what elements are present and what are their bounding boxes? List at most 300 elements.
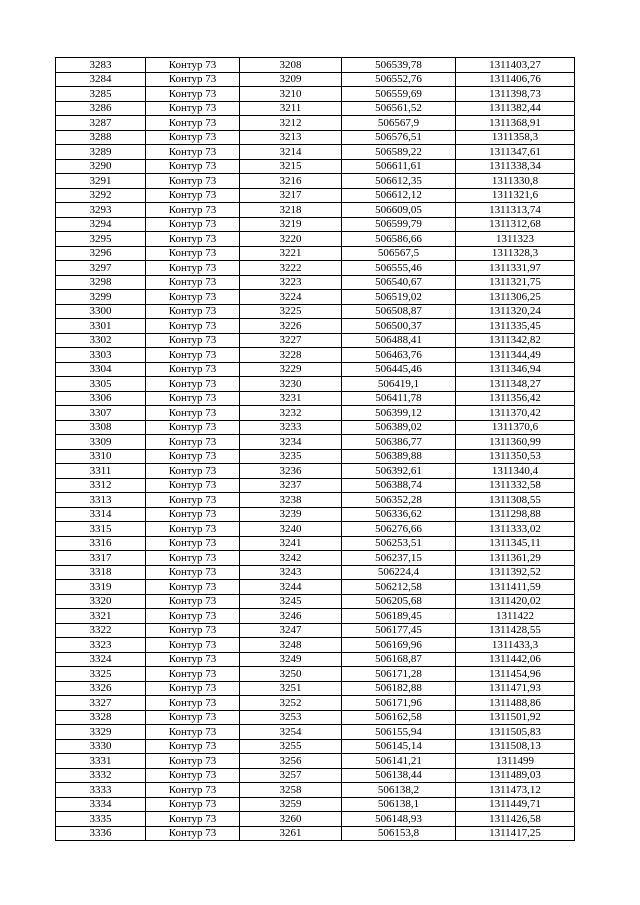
x-coordinate-cell: 506138,2 <box>342 783 456 798</box>
y-coordinate-cell: 1311328,3 <box>456 246 575 261</box>
point-number-cell: 3216 <box>240 174 342 189</box>
x-coordinate-cell: 506138,44 <box>342 768 456 783</box>
row-number-cell: 3330 <box>56 739 146 754</box>
row-number-cell: 3326 <box>56 681 146 696</box>
x-coordinate-cell: 506609,05 <box>342 203 456 218</box>
y-coordinate-cell: 1311331,97 <box>456 261 575 276</box>
table-row <box>56 232 575 247</box>
table-row <box>56 609 575 624</box>
x-coordinate-cell: 506419,1 <box>342 377 456 392</box>
row-number-cell: 3288 <box>56 130 146 145</box>
point-number-cell: 3243 <box>240 565 342 580</box>
contour-name-cell: Контур 73 <box>146 768 240 783</box>
contour-name-cell: Контур 73 <box>146 377 240 392</box>
contour-name-cell: Контур 73 <box>146 826 240 841</box>
table-row <box>56 696 575 711</box>
y-coordinate-cell: 1311342,82 <box>456 333 575 348</box>
table-row <box>56 406 575 421</box>
point-number-cell: 3231 <box>240 391 342 406</box>
contour-name-cell: Контур 73 <box>146 638 240 653</box>
point-number-cell: 3254 <box>240 725 342 740</box>
row-number-cell: 3289 <box>56 145 146 160</box>
row-number-cell: 3294 <box>56 217 146 232</box>
contour-name-cell: Контур 73 <box>146 246 240 261</box>
y-coordinate-cell: 1311422 <box>456 609 575 624</box>
x-coordinate-cell: 506552,76 <box>342 72 456 87</box>
point-number-cell: 3261 <box>240 826 342 841</box>
contour-name-cell: Контур 73 <box>146 333 240 348</box>
x-coordinate-cell: 506205,68 <box>342 594 456 609</box>
y-coordinate-cell: 1311442,06 <box>456 652 575 667</box>
point-number-cell: 3224 <box>240 290 342 305</box>
contour-name-cell: Контур 73 <box>146 87 240 102</box>
x-coordinate-cell: 506519,02 <box>342 290 456 305</box>
contour-name-cell: Контур 73 <box>146 609 240 624</box>
table-row <box>56 377 575 392</box>
point-number-cell: 3246 <box>240 609 342 624</box>
x-coordinate-cell: 506445,46 <box>342 362 456 377</box>
y-coordinate-cell: 1311344,49 <box>456 348 575 363</box>
contour-name-cell: Контур 73 <box>146 435 240 450</box>
table-row <box>56 391 575 406</box>
table-row <box>56 551 575 566</box>
x-coordinate-cell: 506599,79 <box>342 217 456 232</box>
y-coordinate-cell: 1311321,75 <box>456 275 575 290</box>
x-coordinate-cell: 506612,12 <box>342 188 456 203</box>
table-row <box>56 72 575 87</box>
x-coordinate-cell: 506138,1 <box>342 797 456 812</box>
table-row <box>56 362 575 377</box>
row-number-cell: 3300 <box>56 304 146 319</box>
row-number-cell: 3314 <box>56 507 146 522</box>
x-coordinate-cell: 506169,96 <box>342 638 456 653</box>
x-coordinate-cell: 506539,78 <box>342 58 456 73</box>
table-row <box>56 797 575 812</box>
x-coordinate-cell: 506148,93 <box>342 812 456 827</box>
row-number-cell: 3329 <box>56 725 146 740</box>
y-coordinate-cell: 1311361,29 <box>456 551 575 566</box>
table-row <box>56 217 575 232</box>
table-row <box>56 174 575 189</box>
row-number-cell: 3316 <box>56 536 146 551</box>
contour-name-cell: Контур 73 <box>146 710 240 725</box>
y-coordinate-cell: 1311499 <box>456 754 575 769</box>
contour-name-cell: Контур 73 <box>146 754 240 769</box>
contour-name-cell: Контур 73 <box>146 275 240 290</box>
x-coordinate-cell: 506276,66 <box>342 522 456 537</box>
table-row <box>56 333 575 348</box>
row-number-cell: 3332 <box>56 768 146 783</box>
y-coordinate-cell: 1311360,99 <box>456 435 575 450</box>
y-coordinate-cell: 1311346,94 <box>456 362 575 377</box>
x-coordinate-cell: 506500,37 <box>342 319 456 334</box>
table-row <box>56 725 575 740</box>
table-row <box>56 464 575 479</box>
x-coordinate-cell: 506352,28 <box>342 493 456 508</box>
y-coordinate-cell: 1311330,8 <box>456 174 575 189</box>
y-coordinate-cell: 1311417,25 <box>456 826 575 841</box>
x-coordinate-cell: 506555,46 <box>342 261 456 276</box>
y-coordinate-cell: 1311320,24 <box>456 304 575 319</box>
contour-name-cell: Контур 73 <box>146 159 240 174</box>
row-number-cell: 3304 <box>56 362 146 377</box>
point-number-cell: 3252 <box>240 696 342 711</box>
point-number-cell: 3225 <box>240 304 342 319</box>
table-row <box>56 493 575 508</box>
contour-name-cell: Контур 73 <box>146 319 240 334</box>
y-coordinate-cell: 1311454,96 <box>456 667 575 682</box>
row-number-cell: 3319 <box>56 580 146 595</box>
row-number-cell: 3308 <box>56 420 146 435</box>
contour-name-cell: Контур 73 <box>146 725 240 740</box>
point-number-cell: 3212 <box>240 116 342 131</box>
contour-name-cell: Контур 73 <box>146 58 240 73</box>
x-coordinate-cell: 506463,76 <box>342 348 456 363</box>
y-coordinate-cell: 1311370,42 <box>456 406 575 421</box>
contour-name-cell: Контур 73 <box>146 464 240 479</box>
contour-name-cell: Контур 73 <box>146 536 240 551</box>
row-number-cell: 3303 <box>56 348 146 363</box>
contour-name-cell: Контур 73 <box>146 348 240 363</box>
x-coordinate-cell: 506389,02 <box>342 420 456 435</box>
table-row <box>56 348 575 363</box>
y-coordinate-cell: 1311347,61 <box>456 145 575 160</box>
table-row <box>56 652 575 667</box>
x-coordinate-cell: 506168,87 <box>342 652 456 667</box>
point-number-cell: 3236 <box>240 464 342 479</box>
row-number-cell: 3299 <box>56 290 146 305</box>
y-coordinate-cell: 1311508,13 <box>456 739 575 754</box>
x-coordinate-cell: 506212,58 <box>342 580 456 595</box>
contour-name-cell: Контур 73 <box>146 174 240 189</box>
y-coordinate-cell: 1311370,6 <box>456 420 575 435</box>
contour-name-cell: Контур 73 <box>146 304 240 319</box>
table-row <box>56 203 575 218</box>
row-number-cell: 3320 <box>56 594 146 609</box>
y-coordinate-cell: 1311321,6 <box>456 188 575 203</box>
table-row <box>56 536 575 551</box>
row-number-cell: 3312 <box>56 478 146 493</box>
table-row <box>56 522 575 537</box>
table-row <box>56 435 575 450</box>
y-coordinate-cell: 1311505,83 <box>456 725 575 740</box>
y-coordinate-cell: 1311403,27 <box>456 58 575 73</box>
contour-name-cell: Контур 73 <box>146 72 240 87</box>
point-number-cell: 3208 <box>240 58 342 73</box>
row-number-cell: 3325 <box>56 667 146 682</box>
table-row <box>56 449 575 464</box>
row-number-cell: 3307 <box>56 406 146 421</box>
contour-name-cell: Контур 73 <box>146 145 240 160</box>
point-number-cell: 3232 <box>240 406 342 421</box>
table-row <box>56 783 575 798</box>
y-coordinate-cell: 1311473,12 <box>456 783 575 798</box>
row-number-cell: 3291 <box>56 174 146 189</box>
x-coordinate-cell: 506155,94 <box>342 725 456 740</box>
point-number-cell: 3244 <box>240 580 342 595</box>
table-row <box>56 159 575 174</box>
point-number-cell: 3230 <box>240 377 342 392</box>
x-coordinate-cell: 506253,51 <box>342 536 456 551</box>
row-number-cell: 3292 <box>56 188 146 203</box>
y-coordinate-cell: 1311420,02 <box>456 594 575 609</box>
row-number-cell: 3286 <box>56 101 146 116</box>
contour-name-cell: Контур 73 <box>146 783 240 798</box>
point-number-cell: 3248 <box>240 638 342 653</box>
point-number-cell: 3214 <box>240 145 342 160</box>
point-number-cell: 3241 <box>240 536 342 551</box>
row-number-cell: 3327 <box>56 696 146 711</box>
table-row <box>56 812 575 827</box>
y-coordinate-cell: 1311449,71 <box>456 797 575 812</box>
row-number-cell: 3305 <box>56 377 146 392</box>
contour-name-cell: Контур 73 <box>146 391 240 406</box>
y-coordinate-cell: 1311398,73 <box>456 87 575 102</box>
row-number-cell: 3331 <box>56 754 146 769</box>
x-coordinate-cell: 506336,62 <box>342 507 456 522</box>
row-number-cell: 3321 <box>56 609 146 624</box>
contour-name-cell: Контур 73 <box>146 478 240 493</box>
y-coordinate-cell: 1311323 <box>456 232 575 247</box>
row-number-cell: 3318 <box>56 565 146 580</box>
contour-name-cell: Контур 73 <box>146 130 240 145</box>
table-row <box>56 667 575 682</box>
x-coordinate-cell: 506576,51 <box>342 130 456 145</box>
point-number-cell: 3220 <box>240 232 342 247</box>
contour-name-cell: Контур 73 <box>146 232 240 247</box>
point-number-cell: 3256 <box>240 754 342 769</box>
y-coordinate-cell: 1311358,3 <box>456 130 575 145</box>
point-number-cell: 3210 <box>240 87 342 102</box>
point-number-cell: 3222 <box>240 261 342 276</box>
contour-name-cell: Контур 73 <box>146 406 240 421</box>
table-row <box>56 261 575 276</box>
row-number-cell: 3336 <box>56 826 146 841</box>
point-number-cell: 3245 <box>240 594 342 609</box>
table-row <box>56 145 575 160</box>
x-coordinate-cell: 506153,8 <box>342 826 456 841</box>
contour-name-cell: Контур 73 <box>146 696 240 711</box>
row-number-cell: 3322 <box>56 623 146 638</box>
x-coordinate-cell: 506145,14 <box>342 739 456 754</box>
contour-name-cell: Контур 73 <box>146 580 240 595</box>
x-coordinate-cell: 506411,78 <box>342 391 456 406</box>
table-row <box>56 58 575 73</box>
x-coordinate-cell: 506488,41 <box>342 333 456 348</box>
x-coordinate-cell: 506141,21 <box>342 754 456 769</box>
y-coordinate-cell: 1311411,59 <box>456 580 575 595</box>
contour-name-cell: Контур 73 <box>146 522 240 537</box>
row-number-cell: 3313 <box>56 493 146 508</box>
point-number-cell: 3235 <box>240 449 342 464</box>
point-number-cell: 3239 <box>240 507 342 522</box>
point-number-cell: 3221 <box>240 246 342 261</box>
point-number-cell: 3213 <box>240 130 342 145</box>
row-number-cell: 3285 <box>56 87 146 102</box>
y-coordinate-cell: 1311382,44 <box>456 101 575 116</box>
row-number-cell: 3297 <box>56 261 146 276</box>
row-number-cell: 3295 <box>56 232 146 247</box>
point-number-cell: 3260 <box>240 812 342 827</box>
row-number-cell: 3298 <box>56 275 146 290</box>
point-number-cell: 3233 <box>240 420 342 435</box>
contour-name-cell: Контур 73 <box>146 551 240 566</box>
x-coordinate-cell: 506392,61 <box>342 464 456 479</box>
point-number-cell: 3215 <box>240 159 342 174</box>
point-number-cell: 3240 <box>240 522 342 537</box>
point-number-cell: 3255 <box>240 739 342 754</box>
y-coordinate-cell: 1311333,02 <box>456 522 575 537</box>
x-coordinate-cell: 506162,58 <box>342 710 456 725</box>
contour-name-cell: Контур 73 <box>146 217 240 232</box>
point-number-cell: 3258 <box>240 783 342 798</box>
y-coordinate-cell: 1311338,34 <box>456 159 575 174</box>
x-coordinate-cell: 506508,87 <box>342 304 456 319</box>
x-coordinate-cell: 506612,35 <box>342 174 456 189</box>
point-number-cell: 3211 <box>240 101 342 116</box>
table-row <box>56 638 575 653</box>
x-coordinate-cell: 506189,45 <box>342 609 456 624</box>
y-coordinate-cell: 1311488,86 <box>456 696 575 711</box>
x-coordinate-cell: 506567,9 <box>342 116 456 131</box>
table-row <box>56 565 575 580</box>
contour-name-cell: Контур 73 <box>146 681 240 696</box>
row-number-cell: 3302 <box>56 333 146 348</box>
point-number-cell: 3226 <box>240 319 342 334</box>
contour-name-cell: Контур 73 <box>146 623 240 638</box>
coordinates-table <box>55 57 575 841</box>
row-number-cell: 3296 <box>56 246 146 261</box>
x-coordinate-cell: 506399,12 <box>342 406 456 421</box>
x-coordinate-cell: 506388,74 <box>342 478 456 493</box>
y-coordinate-cell: 1311406,76 <box>456 72 575 87</box>
table-row <box>56 246 575 261</box>
row-number-cell: 3309 <box>56 435 146 450</box>
table-row <box>56 681 575 696</box>
coordinates-table-body <box>56 58 575 841</box>
y-coordinate-cell: 1311350,53 <box>456 449 575 464</box>
point-number-cell: 3217 <box>240 188 342 203</box>
table-row <box>56 826 575 841</box>
x-coordinate-cell: 506567,5 <box>342 246 456 261</box>
contour-name-cell: Контур 73 <box>146 594 240 609</box>
point-number-cell: 3251 <box>240 681 342 696</box>
contour-name-cell: Контур 73 <box>146 188 240 203</box>
y-coordinate-cell: 1311392,52 <box>456 565 575 580</box>
table-row <box>56 594 575 609</box>
x-coordinate-cell: 506171,28 <box>342 667 456 682</box>
contour-name-cell: Контур 73 <box>146 449 240 464</box>
y-coordinate-cell: 1311306,25 <box>456 290 575 305</box>
y-coordinate-cell: 1311471,93 <box>456 681 575 696</box>
table-row <box>56 768 575 783</box>
contour-name-cell: Контур 73 <box>146 507 240 522</box>
x-coordinate-cell: 506171,96 <box>342 696 456 711</box>
contour-name-cell: Контур 73 <box>146 420 240 435</box>
x-coordinate-cell: 506182,88 <box>342 681 456 696</box>
table-row <box>56 101 575 116</box>
table-row <box>56 87 575 102</box>
table-row <box>56 580 575 595</box>
row-number-cell: 3287 <box>56 116 146 131</box>
table-row <box>56 116 575 131</box>
y-coordinate-cell: 1311433,3 <box>456 638 575 653</box>
row-number-cell: 3310 <box>56 449 146 464</box>
contour-name-cell: Контур 73 <box>146 812 240 827</box>
row-number-cell: 3317 <box>56 551 146 566</box>
y-coordinate-cell: 1311489,03 <box>456 768 575 783</box>
point-number-cell: 3219 <box>240 217 342 232</box>
x-coordinate-cell: 506540,67 <box>342 275 456 290</box>
row-number-cell: 3311 <box>56 464 146 479</box>
point-number-cell: 3242 <box>240 551 342 566</box>
row-number-cell: 3315 <box>56 522 146 537</box>
row-number-cell: 3290 <box>56 159 146 174</box>
table-row <box>56 507 575 522</box>
y-coordinate-cell: 1311340,4 <box>456 464 575 479</box>
x-coordinate-cell: 506561,52 <box>342 101 456 116</box>
y-coordinate-cell: 1311335,45 <box>456 319 575 334</box>
point-number-cell: 3259 <box>240 797 342 812</box>
x-coordinate-cell: 506386,77 <box>342 435 456 450</box>
row-number-cell: 3333 <box>56 783 146 798</box>
point-number-cell: 3257 <box>240 768 342 783</box>
point-number-cell: 3238 <box>240 493 342 508</box>
y-coordinate-cell: 1311501,92 <box>456 710 575 725</box>
x-coordinate-cell: 506237,15 <box>342 551 456 566</box>
y-coordinate-cell: 1311332,58 <box>456 478 575 493</box>
y-coordinate-cell: 1311348,27 <box>456 377 575 392</box>
y-coordinate-cell: 1311356,42 <box>456 391 575 406</box>
row-number-cell: 3334 <box>56 797 146 812</box>
point-number-cell: 3253 <box>240 710 342 725</box>
contour-name-cell: Контур 73 <box>146 261 240 276</box>
table-row <box>56 275 575 290</box>
x-coordinate-cell: 506611,61 <box>342 159 456 174</box>
x-coordinate-cell: 506586,66 <box>342 232 456 247</box>
y-coordinate-cell: 1311428,55 <box>456 623 575 638</box>
contour-name-cell: Контур 73 <box>146 362 240 377</box>
point-number-cell: 3237 <box>240 478 342 493</box>
table-row <box>56 754 575 769</box>
contour-name-cell: Контур 73 <box>146 797 240 812</box>
row-number-cell: 3284 <box>56 72 146 87</box>
y-coordinate-cell: 1311298,88 <box>456 507 575 522</box>
contour-name-cell: Контур 73 <box>146 565 240 580</box>
table-row <box>56 319 575 334</box>
y-coordinate-cell: 1311345,11 <box>456 536 575 551</box>
point-number-cell: 3250 <box>240 667 342 682</box>
x-coordinate-cell: 506389,88 <box>342 449 456 464</box>
point-number-cell: 3247 <box>240 623 342 638</box>
contour-name-cell: Контур 73 <box>146 290 240 305</box>
row-number-cell: 3306 <box>56 391 146 406</box>
contour-name-cell: Контур 73 <box>146 493 240 508</box>
x-coordinate-cell: 506177,45 <box>342 623 456 638</box>
table-row <box>56 478 575 493</box>
row-number-cell: 3335 <box>56 812 146 827</box>
y-coordinate-cell: 1311313,74 <box>456 203 575 218</box>
row-number-cell: 3324 <box>56 652 146 667</box>
table-row <box>56 420 575 435</box>
point-number-cell: 3218 <box>240 203 342 218</box>
point-number-cell: 3228 <box>240 348 342 363</box>
contour-name-cell: Контур 73 <box>146 116 240 131</box>
table-row <box>56 290 575 305</box>
y-coordinate-cell: 1311426,58 <box>456 812 575 827</box>
row-number-cell: 3283 <box>56 58 146 73</box>
row-number-cell: 3293 <box>56 203 146 218</box>
